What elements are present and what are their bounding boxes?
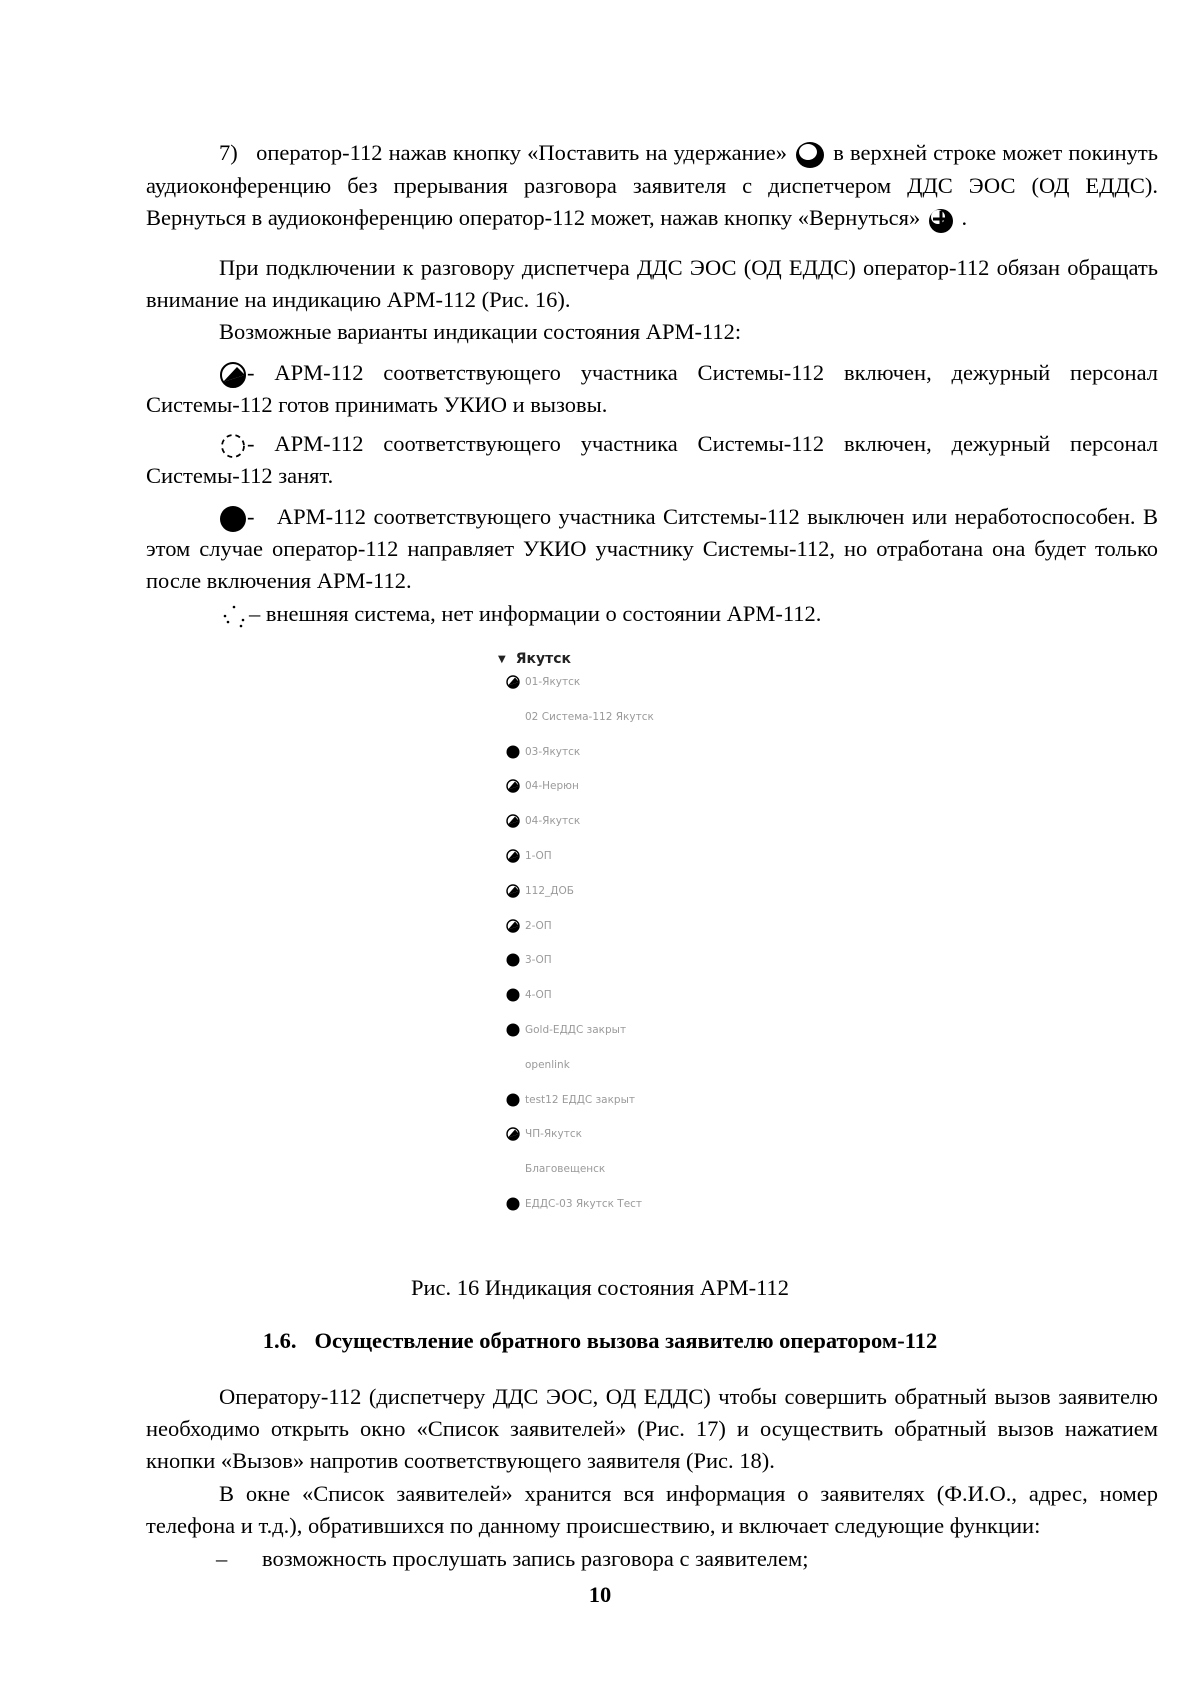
state-on-description <box>146 357 1158 421</box>
tree-item[interactable] <box>506 812 580 830</box>
caret-down-icon: ▼ <box>498 653 506 665</box>
page-number: 10 <box>588 1582 612 1607</box>
tree-item[interactable] <box>506 1021 626 1039</box>
tree-group-yakutsk[interactable] <box>498 648 571 670</box>
list-bullet: – <box>216 1546 228 1571</box>
tree-item-label: 3-ОП <box>525 954 552 967</box>
filled-circle-icon <box>506 988 520 1002</box>
tree-item-label: Благовещенск <box>525 1163 606 1176</box>
list-item-text: возможность прослушать запись разговора с заявителем; <box>262 1546 809 1571</box>
tree-item-label: 4-ОП <box>525 989 552 1002</box>
state-off-text: - АРМ-112 соответствующего участника Ситстемы-112 выключен или неработоспособен. В этом случае оператор-112 направляет УКИО участнику Системы-112, но отработана она будет только после включения АРМ-112. <box>146 504 1158 593</box>
tree-item-label: 2-ОП <box>525 919 552 932</box>
half-filled-circle-icon <box>506 675 520 689</box>
dashed-circle-icon <box>219 433 247 459</box>
list-item <box>146 1543 1158 1575</box>
filled-circle-icon <box>219 505 247 533</box>
state-busy-description <box>146 428 1158 492</box>
half-filled-circle-icon <box>506 779 520 793</box>
tree-item[interactable] <box>506 708 654 726</box>
filled-circle-icon <box>506 1093 520 1107</box>
section-title: Осуществление обратного вызова заявителю оператором-112 <box>314 1328 938 1353</box>
tree-item-label: 01-Якутск <box>525 676 581 688</box>
return-button-icon <box>926 205 956 235</box>
section-number: 1.6. <box>262 1328 297 1353</box>
tree-item[interactable] <box>506 1056 570 1074</box>
filled-circle-icon <box>506 1023 520 1037</box>
half-filled-circle-icon <box>506 919 520 933</box>
tree-item-label: test12 ЕДДС закрыт <box>525 1093 636 1106</box>
tree-item[interactable] <box>506 743 580 761</box>
paragraph-variants: Возможные варианты индикации состояния АРМ-112: <box>219 319 742 344</box>
tree-group-label: Якутск <box>515 651 572 667</box>
dotted-circle-icon <box>219 603 249 629</box>
tree-item[interactable] <box>506 673 580 691</box>
half-filled-circle-icon <box>219 362 247 388</box>
state-external-text: – внешняя система, нет информации о состоянии АРМ-112. <box>249 601 822 626</box>
tree-item[interactable] <box>506 1195 642 1213</box>
participant-tree <box>498 648 654 1210</box>
hold-button-icon <box>793 140 827 170</box>
state-off-description <box>146 501 1158 597</box>
tree-item[interactable] <box>506 986 552 1004</box>
state-on-text: - АРМ-112 соответствующего участника Системы-112 включен, дежурный персонал Системы-112 готов принимать УКИО и вызовы. <box>146 360 1158 417</box>
section-heading <box>0 1325 1200 1357</box>
tree-item[interactable] <box>506 1125 582 1143</box>
paragraph-callback: Оператору-112 (диспетчеру ДДС ЭОС, ОД ЕДДС) чтобы совершить обратный вызов заявителю необходимо открыть окно «Список заявителей» (Рис. 17) и осуществить обратный вызов нажатием кнопки «Вызов» напротив соответствующего заявителя (Рис. 18). <box>146 1384 1158 1473</box>
tree-item-label: 112_ДОБ <box>525 884 574 897</box>
paragraph-applicant-list: В окне «Список заявителей» хранится вся информация о заявителях (Ф.И.О., адрес, номер телефона и т.д.), обратившихся по данному происшествию, и включает следующие функции: <box>146 1481 1158 1538</box>
figure-caption: Рис. 16 Индикация состояния АРМ-112 <box>410 1275 790 1300</box>
tree-item[interactable] <box>506 917 552 935</box>
tree-item[interactable] <box>506 1160 605 1178</box>
state-external-description <box>146 598 1158 630</box>
half-filled-circle-icon <box>506 1127 520 1141</box>
tree-item[interactable] <box>506 1091 635 1109</box>
half-filled-circle-icon <box>506 814 520 828</box>
half-filled-circle-icon <box>506 884 520 898</box>
tree-item-label: ЕДДС-03 Якутск Тест <box>525 1198 643 1210</box>
tree-item[interactable] <box>506 777 579 795</box>
tree-item[interactable] <box>506 882 574 900</box>
tree-item-label: openlink <box>525 1058 570 1071</box>
tree-item-label: Gold-ЕДДС закрыт <box>525 1024 627 1036</box>
paragraph-hold-text-3: . <box>955 204 968 230</box>
tree-item-label: 1-ОП <box>525 850 552 862</box>
tree-item[interactable] <box>506 847 552 865</box>
paragraph-hold-text-1: 7) оператор-112 нажав кнопку «Поставить на удержание» <box>219 140 787 165</box>
paragraph-hold-text-2: в верхней строке может покинуть аудиоконференцию без прерывания разговора заявителя с диспетчером ДДС ЭОС (ОД ЕДДС). Вернуться в аудиоконференцию оператор-112 может, нажав кнопку «Вернуться» <box>146 140 1158 230</box>
tree-item-label: 02 Система-112 Якутск <box>525 710 654 723</box>
tree-item[interactable] <box>506 951 552 969</box>
half-filled-circle-icon <box>506 849 520 863</box>
tree-item-label: 04-Якутск <box>525 815 581 828</box>
paragraph-hold <box>146 137 1158 235</box>
state-busy-text: - АРМ-112 соответствующего участника Системы-112 включен, дежурный персонал Системы-112 занят. <box>146 431 1158 488</box>
filled-circle-icon <box>506 1197 520 1211</box>
tree-item-label: 03-Якутск <box>525 745 581 758</box>
filled-circle-icon <box>506 953 520 967</box>
filled-circle-icon <box>506 745 520 759</box>
tree-item-label: 04-Нерюн <box>525 780 579 793</box>
paragraph-indication: При подключении к разговору диспетчера ДДС ЭОС (ОД ЕДДС) оператор-112 обязан обращать внимание на индикацию АРМ-112 (Рис. 16). <box>146 255 1158 312</box>
tree-item-label: ЧП-Якутск <box>525 1128 582 1141</box>
